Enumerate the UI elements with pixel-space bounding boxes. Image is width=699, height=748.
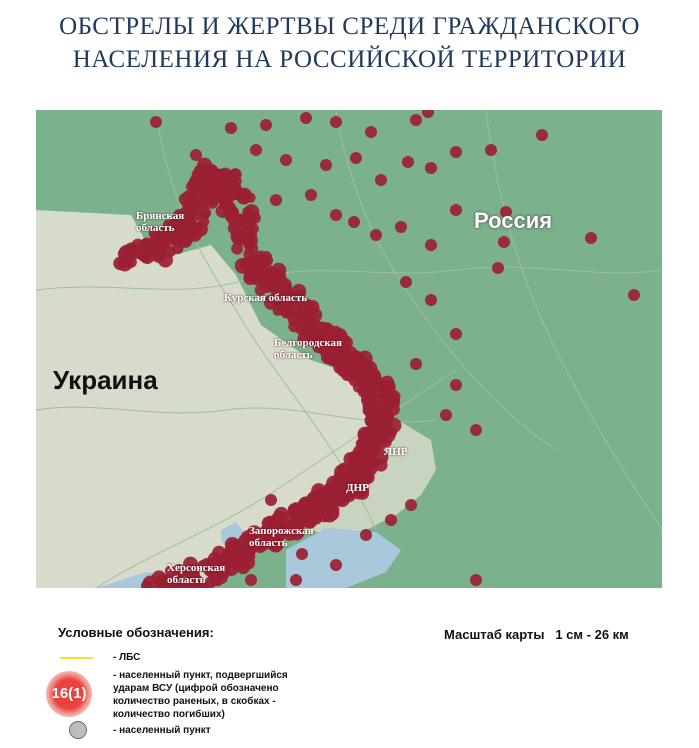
kherson-region-label bbox=[167, 562, 225, 586]
map-canvas bbox=[36, 110, 662, 588]
shelled-settlement-marker bbox=[280, 154, 292, 166]
shelled-settlement-marker bbox=[492, 262, 504, 274]
shelled-settlement-marker bbox=[290, 574, 302, 586]
bryansk-region-label bbox=[136, 210, 184, 234]
ukraine-label: Украина bbox=[53, 365, 158, 395]
russia-label: Россия bbox=[474, 208, 553, 233]
shelled-settlement-marker bbox=[368, 379, 380, 391]
shelled-settlement-marker bbox=[365, 126, 377, 138]
shelled-settlement-marker bbox=[375, 174, 387, 186]
shelled-settlement-marker bbox=[199, 207, 211, 219]
shelled-settlement-marker bbox=[296, 548, 308, 560]
shelled-settlement-marker bbox=[450, 379, 462, 391]
map[interactable] bbox=[36, 110, 662, 588]
legend-shelled-line2: ударам ВСУ (цифрой обозначено bbox=[113, 683, 279, 694]
shelled-settlement-marker bbox=[125, 256, 136, 267]
shelled-settlement-marker bbox=[348, 216, 360, 228]
shelled-settlement-marker bbox=[157, 236, 170, 249]
shelled-settlement-marker bbox=[425, 294, 437, 306]
lnr-label: ЛНР bbox=[384, 446, 408, 458]
shelled-settlement-marker bbox=[330, 559, 342, 571]
shelled-settlement-marker bbox=[628, 289, 640, 301]
shelled-settlement-marker bbox=[270, 194, 282, 206]
legend-shelled-line3: количество раненых, в скобках - bbox=[113, 696, 276, 707]
shelled-settlement-marker bbox=[297, 310, 310, 323]
shelled-settlement-marker bbox=[265, 494, 277, 506]
kherson-label-line2: область bbox=[167, 574, 206, 586]
shelled-settlement-marker bbox=[485, 144, 497, 156]
shelled-settlement-marker bbox=[260, 279, 274, 293]
shelled-settlement-icon bbox=[46, 671, 92, 717]
shelled-settlement-marker bbox=[188, 193, 202, 207]
kursk-region-label: Курская область bbox=[224, 292, 308, 304]
legend-title: Условные обозначения: bbox=[58, 625, 214, 640]
shelled-settlement-marker bbox=[370, 229, 382, 241]
shelled-settlement-marker bbox=[190, 149, 202, 161]
shelled-settlement-marker bbox=[470, 424, 482, 436]
shelled-settlement-marker bbox=[425, 239, 437, 251]
page-title bbox=[0, 10, 699, 76]
shelled-settlement-marker bbox=[450, 204, 462, 216]
legend-shelled-label bbox=[113, 669, 288, 721]
shelled-settlement-marker bbox=[245, 574, 257, 586]
legend-lbs-label: - ЛБС bbox=[113, 652, 141, 663]
bryansk-label-line2: область bbox=[136, 222, 175, 234]
shelled-settlement-marker bbox=[330, 209, 342, 221]
shelled-settlement-marker bbox=[380, 376, 394, 390]
legend-settlement-label: - населенный пункт bbox=[113, 725, 211, 736]
shelled-settlement-marker bbox=[440, 409, 452, 421]
title-line-2: НАСЕЛЕНИЯ НА РОССИЙСКОЙ ТЕРРИТОРИИ bbox=[72, 46, 627, 73]
zaporozhye-label-line1: Запорожская bbox=[249, 525, 314, 537]
shelled-settlement-marker bbox=[585, 232, 597, 244]
shelled-settlement-marker bbox=[300, 112, 312, 124]
shelled-settlement-marker bbox=[231, 243, 243, 255]
shelled-settlement-marker bbox=[150, 116, 162, 128]
scale-value: 1 см - 26 км bbox=[555, 627, 629, 642]
shelled-settlement-marker bbox=[405, 499, 417, 511]
belgorod-label-line1: Белгородская bbox=[274, 337, 342, 349]
shelled-settlement-marker bbox=[250, 144, 262, 156]
shelled-settlement-marker bbox=[330, 116, 342, 128]
shelled-settlement-marker bbox=[450, 146, 462, 158]
bryansk-label-line1: Брянская bbox=[136, 210, 185, 222]
legend-shelled-line4: количество погибших) bbox=[113, 709, 225, 720]
shelled-settlement-marker bbox=[498, 236, 510, 248]
shelled-settlement-marker bbox=[360, 529, 372, 541]
shelled-settlement-marker bbox=[320, 491, 336, 507]
shelled-settlement-marker bbox=[450, 328, 462, 340]
shelled-settlement-marker bbox=[350, 152, 362, 164]
shelled-settlement-marker bbox=[246, 193, 256, 203]
shelled-settlement-marker bbox=[410, 114, 422, 126]
belgorod-region-label bbox=[274, 337, 342, 361]
shelled-settlement-marker bbox=[305, 189, 317, 201]
title-line-1: ОБСТРЕЛЫ И ЖЕРТВЫ СРЕДИ ГРАЖДАНСКОГО bbox=[59, 13, 640, 40]
shelled-settlement-marker bbox=[125, 245, 138, 258]
shelled-settlement-marker bbox=[244, 241, 255, 252]
shelled-settlement-marker bbox=[536, 129, 548, 141]
shelled-settlement-marker bbox=[368, 368, 381, 381]
shelled-settlement-marker bbox=[225, 122, 237, 134]
shelled-settlement-marker bbox=[260, 119, 272, 131]
shelled-settlement-marker bbox=[395, 221, 407, 233]
front-line-icon bbox=[60, 657, 93, 659]
kherson-label-line1: Херсонская bbox=[167, 562, 226, 574]
zaporozhye-label-line2: область bbox=[249, 537, 288, 549]
shelled-settlement-marker bbox=[402, 156, 414, 168]
sample-marker-value: 16(1) bbox=[51, 685, 87, 702]
scale-label: Масштаб карты bbox=[444, 627, 545, 642]
shelled-settlement-marker bbox=[320, 159, 332, 171]
settlement-icon bbox=[69, 721, 87, 739]
shelled-settlement-marker bbox=[400, 276, 412, 288]
shelled-settlement-marker bbox=[385, 514, 397, 526]
legend-shelled-line1: - населенный пункт, подвергшийся bbox=[113, 670, 288, 681]
dnr-label: ДНР bbox=[346, 482, 369, 494]
belgorod-label-line2: область bbox=[274, 349, 313, 361]
shelled-settlement-marker bbox=[425, 162, 437, 174]
shelled-settlement-marker bbox=[470, 574, 482, 586]
map-scale bbox=[444, 627, 629, 642]
zaporozhye-region-label bbox=[249, 525, 314, 549]
shelled-settlement-marker bbox=[410, 358, 422, 370]
